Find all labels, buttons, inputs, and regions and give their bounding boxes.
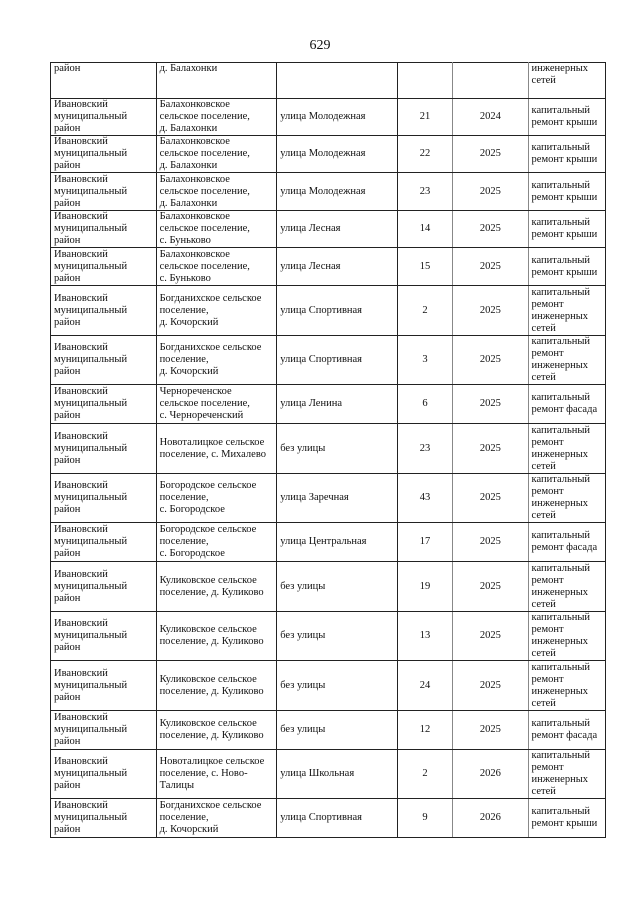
house-number-cell: 14 — [397, 211, 452, 248]
year-cell: 2025 — [453, 385, 528, 424]
settlement-cell: Богданихское сельское поселение, д. Кочорский — [156, 799, 277, 838]
house-number-cell: 12 — [397, 711, 452, 750]
year-cell: 2025 — [453, 474, 528, 523]
year-cell — [453, 63, 528, 99]
house-number-cell: 17 — [397, 523, 452, 562]
house-number-cell: 9 — [397, 799, 452, 838]
street-cell: улица Спортивная — [277, 286, 398, 336]
work-type-cell: капитальный ремонт инженерных сетей — [528, 474, 605, 523]
house-number-cell: 2 — [397, 750, 452, 799]
settlement-cell: Балахонковское сельское поселение, д. Балахонки — [156, 173, 277, 211]
table-row — [51, 136, 606, 173]
house-number-cell: 24 — [397, 661, 452, 711]
settlement-cell: Балахонковское сельское поселение, д. Балахонки — [156, 136, 277, 173]
year-cell: 2025 — [453, 661, 528, 711]
district-cell: Ивановский муниципальный район — [51, 474, 157, 523]
year-cell: 2025 — [453, 612, 528, 661]
year-cell: 2025 — [453, 711, 528, 750]
house-number-cell: 19 — [397, 562, 452, 612]
street-cell — [277, 63, 398, 99]
district-cell: Ивановский муниципальный район — [51, 173, 157, 211]
district-cell: Ивановский муниципальный район — [51, 750, 157, 799]
district-cell: Ивановский муниципальный район — [51, 248, 157, 286]
district-cell: Ивановский муниципальный район — [51, 136, 157, 173]
year-cell: 2025 — [453, 523, 528, 562]
table-row — [51, 474, 606, 523]
work-type-cell: капитальный ремонт инженерных сетей — [528, 424, 605, 474]
settlement-cell: Богородское сельское поселение, с. Богородское — [156, 523, 277, 562]
settlement-cell: д. Балахонки — [156, 63, 277, 99]
work-type-cell: капитальный ремонт фасада — [528, 711, 605, 750]
street-cell: улица Центральная — [277, 523, 398, 562]
table-row — [51, 211, 606, 248]
house-number-cell: 22 — [397, 136, 452, 173]
year-cell: 2025 — [453, 211, 528, 248]
district-cell: Ивановский муниципальный район — [51, 99, 157, 136]
house-number-cell: 23 — [397, 173, 452, 211]
district-cell: Ивановский муниципальный район — [51, 523, 157, 562]
work-type-cell: капитальный ремонт инженерных сетей — [528, 750, 605, 799]
table-row — [51, 711, 606, 750]
street-cell: улица Лесная — [277, 211, 398, 248]
work-type-cell: капитальный ремонт инженерных сетей — [528, 336, 605, 385]
table-row — [51, 286, 606, 336]
street-cell: улица Лесная — [277, 248, 398, 286]
table-row — [51, 424, 606, 474]
street-cell: без улицы — [277, 424, 398, 474]
house-number-cell — [397, 63, 452, 99]
district-cell: Ивановский муниципальный район — [51, 799, 157, 838]
street-cell: улица Молодежная — [277, 173, 398, 211]
work-type-cell: капитальный ремонт инженерных сетей — [528, 286, 605, 336]
year-cell: 2025 — [453, 336, 528, 385]
settlement-cell: Куликовское сельское поселение, д. Куликово — [156, 562, 277, 612]
year-cell: 2026 — [453, 750, 528, 799]
street-cell: улица Ленина — [277, 385, 398, 424]
settlement-cell: Балахонковское сельское поселение, с. Буньково — [156, 211, 277, 248]
house-number-cell: 15 — [397, 248, 452, 286]
settlement-cell: Балахонковское сельское поселение, с. Буньково — [156, 248, 277, 286]
table-row — [51, 63, 606, 99]
year-cell: 2026 — [453, 799, 528, 838]
district-cell: Ивановский муниципальный район — [51, 711, 157, 750]
work-type-cell: капитальный ремонт крыши — [528, 136, 605, 173]
street-cell: улица Спортивная — [277, 336, 398, 385]
work-type-cell: капитальный ремонт крыши — [528, 211, 605, 248]
table-row — [51, 750, 606, 799]
work-type-cell: капитальный ремонт фасада — [528, 523, 605, 562]
street-cell: улица Молодежная — [277, 99, 398, 136]
table-row — [51, 336, 606, 385]
district-cell: Ивановский муниципальный район — [51, 385, 157, 424]
house-number-cell: 21 — [397, 99, 452, 136]
street-cell: без улицы — [277, 562, 398, 612]
work-type-cell: капитальный ремонт инженерных сетей — [528, 562, 605, 612]
year-cell: 2025 — [453, 248, 528, 286]
district-cell: Ивановский муниципальный район — [51, 336, 157, 385]
street-cell: улица Школьная — [277, 750, 398, 799]
year-cell: 2025 — [453, 173, 528, 211]
district-cell: Ивановский муниципальный район — [51, 424, 157, 474]
settlement-cell: Куликовское сельское поселение, д. Куликово — [156, 612, 277, 661]
work-type-cell: капитальный ремонт крыши — [528, 173, 605, 211]
year-cell: 2025 — [453, 286, 528, 336]
table-row — [51, 661, 606, 711]
street-cell: без улицы — [277, 711, 398, 750]
house-number-cell: 2 — [397, 286, 452, 336]
work-type-cell: капитальный ремонт фасада — [528, 385, 605, 424]
district-cell: Ивановский муниципальный район — [51, 211, 157, 248]
settlement-cell: Балахонковское сельское поселение, д. Балахонки — [156, 99, 277, 136]
work-type-cell: инженерных сетей — [528, 63, 605, 99]
table-row — [51, 99, 606, 136]
street-cell: улица Спортивная — [277, 799, 398, 838]
settlement-cell: Богданихское сельское поселение, д. Кочорский — [156, 286, 277, 336]
district-cell: Ивановский муниципальный район — [51, 286, 157, 336]
street-cell: без улицы — [277, 661, 398, 711]
table-row — [51, 173, 606, 211]
year-cell: 2024 — [453, 99, 528, 136]
work-type-cell: капитальный ремонт инженерных сетей — [528, 612, 605, 661]
house-number-cell: 23 — [397, 424, 452, 474]
settlement-cell: Куликовское сельское поселение, д. Куликово — [156, 661, 277, 711]
work-type-cell: капитальный ремонт крыши — [528, 799, 605, 838]
table-row — [51, 385, 606, 424]
page-number: 629 — [309, 38, 331, 53]
settlement-cell: Богданихское сельское поселение, д. Кочорский — [156, 336, 277, 385]
table-row — [51, 612, 606, 661]
street-cell: улица Молодежная — [277, 136, 398, 173]
year-cell: 2025 — [453, 136, 528, 173]
housing-repair-table — [50, 62, 606, 838]
settlement-cell: Куликовское сельское поселение, д. Куликово — [156, 711, 277, 750]
settlement-cell: Богородское сельское поселение, с. Богородское — [156, 474, 277, 523]
district-cell: Ивановский муниципальный район — [51, 612, 157, 661]
year-cell: 2025 — [453, 424, 528, 474]
settlement-cell: Новоталицкое сельское поселение, с. Ново- Талицы — [156, 750, 277, 799]
table-row — [51, 248, 606, 286]
house-number-cell: 13 — [397, 612, 452, 661]
table-row — [51, 799, 606, 838]
year-cell: 2025 — [453, 562, 528, 612]
table-row — [51, 523, 606, 562]
house-number-cell: 6 — [397, 385, 452, 424]
settlement-cell: Новоталицкое сельское поселение, с. Михалево — [156, 424, 277, 474]
settlement-cell: Чернореченское сельское поселение, с. Чернореченский — [156, 385, 277, 424]
work-type-cell: капитальный ремонт крыши — [528, 99, 605, 136]
house-number-cell: 3 — [397, 336, 452, 385]
district-cell: Ивановский муниципальный район — [51, 661, 157, 711]
district-cell: район — [51, 63, 157, 99]
table-row — [51, 562, 606, 612]
work-type-cell: капитальный ремонт крыши — [528, 248, 605, 286]
work-type-cell: капитальный ремонт инженерных сетей — [528, 661, 605, 711]
house-number-cell: 43 — [397, 474, 452, 523]
street-cell: улица Заречная — [277, 474, 398, 523]
street-cell: без улицы — [277, 612, 398, 661]
district-cell: Ивановский муниципальный район — [51, 562, 157, 612]
